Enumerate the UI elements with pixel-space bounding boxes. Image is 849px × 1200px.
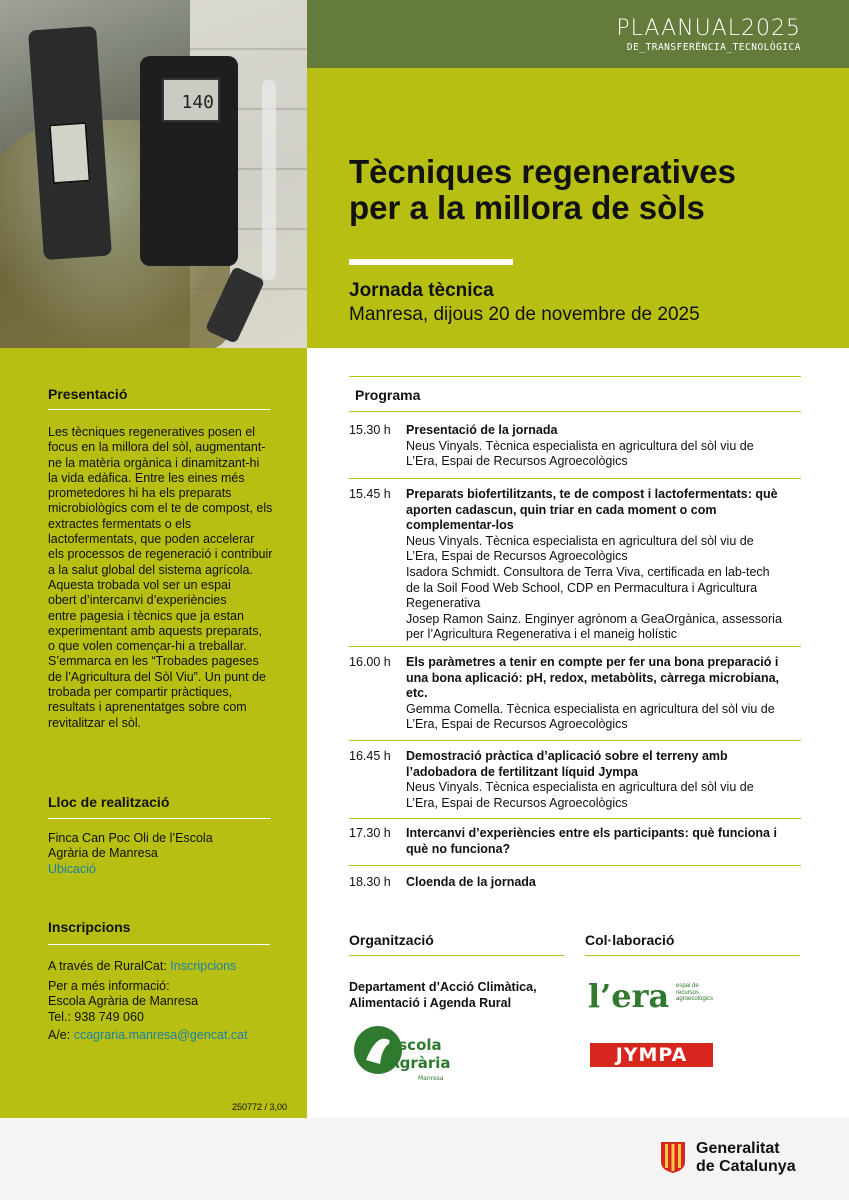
generalitat-name bbox=[696, 1140, 796, 1176]
title-rule bbox=[349, 259, 513, 265]
program-speakers bbox=[406, 780, 801, 811]
speaker-line: L’Era, Espai de Recursos Agroecològics bbox=[406, 717, 628, 732]
text-line: entre pagesia i tècnics que ja estan bbox=[48, 608, 244, 623]
program-speakers bbox=[406, 439, 801, 470]
program-time: 18.30 h bbox=[349, 875, 391, 889]
ubicacio-link[interactable]: Ubicació bbox=[48, 861, 96, 876]
tagline-line: agroecològics bbox=[676, 996, 714, 1002]
text-line: Les tècniques regeneratives posen el bbox=[48, 425, 256, 439]
header-photo bbox=[0, 0, 307, 348]
collaboracio-heading: Col·laboració bbox=[585, 932, 675, 948]
text-line: resultats i aprenentatges sobre com bbox=[48, 700, 247, 715]
text-line: prometedores hi ha els preparats bbox=[48, 486, 232, 501]
lloc-line: Finca Can Poc Oli de l’Escola bbox=[48, 831, 213, 845]
lloc-text bbox=[48, 831, 280, 877]
program-time: 17.30 h bbox=[349, 826, 391, 840]
generalitat-stripe bbox=[672, 1144, 675, 1171]
speaker-line: Neus Vinyals. Tècnica especialista en agricultura del sòl viu de bbox=[406, 533, 754, 548]
text-line: els processos de regeneració i contribuir bbox=[48, 547, 273, 562]
programa-heading: Programa bbox=[355, 387, 421, 403]
program-time: 15.45 h bbox=[349, 487, 391, 501]
program-title bbox=[406, 655, 801, 702]
speaker-line: Neus Vinyals. Tècnica especialista en agricultura del sòl viu de bbox=[406, 780, 754, 795]
text-line: revitalitzar el sòl. bbox=[48, 715, 142, 730]
email-link[interactable]: ccagraria.manresa@gencat.cat bbox=[73, 1028, 248, 1042]
reference-code: 250772 / 3,00 bbox=[232, 1102, 288, 1112]
escola-logo-line1: Escola bbox=[388, 1036, 442, 1054]
email-text bbox=[48, 1028, 280, 1043]
divider bbox=[48, 409, 270, 410]
presentacio-text bbox=[48, 425, 280, 731]
title-line: aporten cadascun, quin triar en cada moment o com bbox=[406, 502, 717, 517]
divider bbox=[48, 818, 270, 819]
generalitat-stripe bbox=[665, 1144, 668, 1168]
speaker-line: Josep Ramon Sainz. Enginyer agrònom a GeaOrgànica, assessoria bbox=[406, 611, 782, 626]
text-line: S’emmarca en les “Trobades pageses bbox=[48, 654, 259, 669]
org-line: Departament d’Acció Climàtica, bbox=[349, 980, 537, 994]
divider bbox=[349, 955, 564, 956]
info-line: Per a més informació: bbox=[48, 979, 170, 993]
text-line: ne la matèria orgànica i dinamitzant-hi bbox=[48, 455, 260, 470]
title-line: complementar-los bbox=[406, 518, 514, 533]
text-line: o que volen començar-hi a treballar. bbox=[48, 639, 247, 654]
speaker-line: L’Era, Espai de Recursos Agroecològics bbox=[406, 549, 628, 564]
title-line: Demostració pràctica d’aplicació sobre el terreny amb bbox=[406, 749, 728, 763]
program-time: 16.00 h bbox=[349, 655, 391, 669]
text-line: experimentant amb aquests preparats, bbox=[48, 623, 263, 638]
generalitat-stripe bbox=[678, 1144, 681, 1168]
tagline-line: recursos bbox=[676, 989, 700, 996]
program-time: 16.45 h bbox=[349, 749, 391, 763]
speaker-line: Regenerativa bbox=[406, 596, 481, 611]
lloc-line: Agrària de Manresa bbox=[48, 846, 158, 861]
speaker-line: Gemma Comella. Tècnica especialista en agricultura del sòl viu de bbox=[406, 701, 775, 716]
speaker-line: Neus Vinyals. Tècnica especialista en agricultura del sòl viu de bbox=[406, 438, 754, 453]
email-line bbox=[48, 1028, 280, 1043]
ruralcat-line bbox=[48, 959, 280, 974]
escola-agraria-logo bbox=[352, 1020, 452, 1084]
title-line: una bona aplicació: pH, redox, metabòlits, càrrega microbiana, bbox=[406, 670, 780, 685]
page-title bbox=[349, 154, 829, 226]
event-type: Jornada tècnica bbox=[349, 280, 494, 301]
divider bbox=[48, 944, 270, 945]
speaker-line: Isadora Schmidt. Consultora de Terra Viva, certificada en lab-tech bbox=[406, 564, 770, 579]
orp-meter-screen: 140 bbox=[162, 78, 220, 122]
lloc-heading: Lloc de realització bbox=[48, 794, 170, 810]
text-line: a la salut global del sistema agrícola. bbox=[48, 562, 253, 577]
generalitat-line: de Catalunya bbox=[696, 1158, 796, 1175]
jympa-logo: JYMPA bbox=[590, 1043, 713, 1067]
title-line: Presentació de la jornada bbox=[406, 423, 558, 437]
program-time: 15.30 h bbox=[349, 423, 391, 437]
plan-logo: PLAANUAL2025 bbox=[616, 16, 801, 41]
inscripcions-link[interactable]: Inscripcions bbox=[170, 959, 237, 973]
text-line: la vida edàfica. Entre les eines més bbox=[48, 470, 245, 485]
title-line: etc. bbox=[406, 686, 428, 701]
title-line: Tècniques regeneratives bbox=[349, 153, 737, 190]
orp-meter bbox=[140, 56, 238, 266]
generalitat-line: Generalitat bbox=[696, 1140, 780, 1157]
organitzacio-name bbox=[349, 979, 537, 1011]
title-line: l’adobadora de fertilitzant líquid Jympa bbox=[406, 764, 638, 779]
text-line: Aquesta trobada vol ser un espai bbox=[48, 577, 231, 592]
org-line: Alimentació i Agenda Rural bbox=[349, 996, 512, 1010]
program-title bbox=[406, 487, 801, 534]
title-line: Preparats biofertilitzants, te de compost i lactofermentats: què bbox=[406, 487, 778, 501]
title-line: Els paràmetres a tenir en compte per fer una bona preparació i bbox=[406, 655, 779, 669]
escola-logo-line3: Manresa bbox=[418, 1075, 444, 1082]
divider bbox=[349, 818, 801, 819]
divider bbox=[585, 955, 800, 956]
program-title bbox=[406, 826, 801, 857]
title-line: Cloenda de la jornada bbox=[406, 875, 536, 889]
escola-logo-line2: Agrària bbox=[388, 1054, 451, 1072]
email-prefix: A/e: bbox=[48, 1028, 74, 1042]
speaker-line: L’Era, Espai de Recursos Agroecològics bbox=[406, 454, 628, 469]
title-line: què no funciona? bbox=[406, 841, 511, 856]
divider bbox=[349, 376, 801, 377]
header-band bbox=[307, 0, 849, 68]
generalitat-icon bbox=[659, 1140, 687, 1174]
organitzacio-heading: Organització bbox=[349, 932, 434, 948]
lera-logo bbox=[588, 977, 728, 1017]
divider bbox=[349, 865, 801, 866]
divider bbox=[349, 740, 801, 741]
lera-logo-name: l’era bbox=[588, 977, 670, 1015]
plan-logo-subtitle: DE_TRANSFERÈNCIA_TECNOLÒGICA bbox=[626, 42, 801, 53]
divider bbox=[349, 646, 801, 647]
ph-meter-screen bbox=[49, 122, 91, 185]
speaker-line: L’Era, Espai de Recursos Agroecològics bbox=[406, 795, 628, 810]
text-line: extractes fermentats o els bbox=[48, 516, 192, 531]
text-line: de l’Agricultura del Sòl Viu”. Un punt de bbox=[48, 669, 266, 684]
event-date: Manresa, dijous 20 de novembre de 2025 bbox=[349, 304, 700, 325]
program-speakers bbox=[406, 534, 801, 643]
title-line: Intercanvi d’experiències entre els participants: què funciona i bbox=[406, 826, 777, 840]
program-title bbox=[406, 875, 801, 891]
lera-logo-tagline bbox=[676, 983, 713, 1003]
text-line: focus en la millora del sòl, augmentant- bbox=[48, 440, 266, 455]
presentacio-heading: Presentació bbox=[48, 386, 128, 402]
program-title bbox=[406, 423, 801, 439]
text-line: obert d’intercanvi d’experiències bbox=[48, 593, 227, 608]
contact-text bbox=[48, 979, 280, 1025]
tagline-line: espai de bbox=[676, 983, 699, 989]
divider bbox=[349, 478, 801, 479]
text-line: trobada per compartir pràctiques, bbox=[48, 685, 233, 700]
inscripcions-text bbox=[48, 959, 280, 974]
divider bbox=[349, 411, 801, 412]
vial bbox=[262, 80, 276, 280]
ruralcat-prefix: A través de RuralCat: bbox=[48, 959, 171, 973]
inscripcions-heading: Inscripcions bbox=[48, 919, 131, 935]
text-line: lactofermentats, que poden accelerar bbox=[48, 532, 255, 547]
title-area bbox=[307, 68, 849, 348]
speaker-line: de la Soil Food Web School, CDP en Permacultura i Agricultura bbox=[406, 580, 758, 595]
title-line: per a la millora de sòls bbox=[349, 189, 705, 226]
program-title bbox=[406, 749, 801, 780]
text-line: microbiològics com el te de compost, els bbox=[48, 501, 273, 516]
phone: Tel.: 938 749 060 bbox=[48, 1009, 144, 1024]
speaker-line: per l’Agricultura Regenerativa i el maneig holístic bbox=[406, 627, 677, 642]
program-speakers bbox=[406, 702, 801, 733]
info-line: Escola Agrària de Manresa bbox=[48, 994, 199, 1009]
